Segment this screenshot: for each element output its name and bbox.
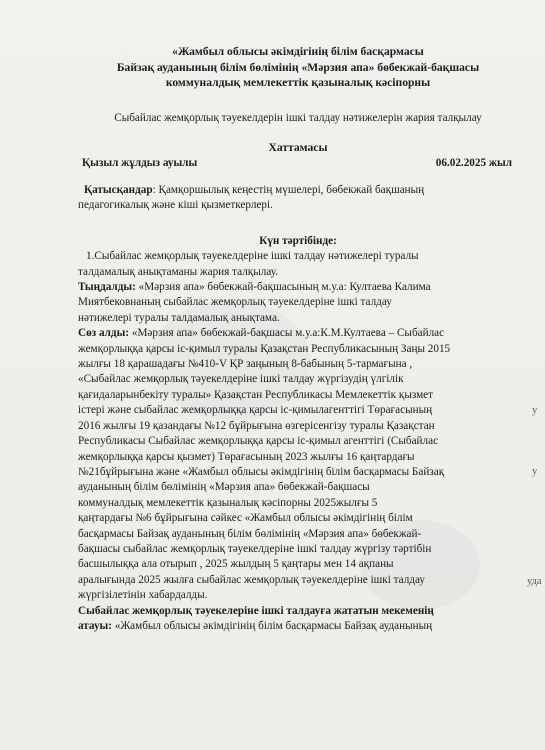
listened-line-3: нәтижелері туралы талдамалық анықтама. xyxy=(78,311,280,324)
edge-mark-3: уда xyxy=(527,576,542,587)
listened-label: Тыңдалды: xyxy=(78,281,136,294)
edge-mark-1: у xyxy=(532,405,538,416)
participants-text-1: : Қамқоршылық кеңестің мүшелері, бөбекжай бақшаның xyxy=(152,184,425,196)
listened-text-1: «Мәрзия апа» бөбекжай-бақшасының м.у.а: Култаева Калима xyxy=(135,281,431,294)
participants-line-2: педагогикалық және кіші қызметкерлері. xyxy=(78,199,273,212)
speech-line-4: «Сыбайлас жемқорлық тәуекелдеріне ішкі талдау жүргізудің үлгілік xyxy=(78,373,404,386)
participants-line-1 xyxy=(78,183,518,198)
agenda-title: Күн тәртібінде: xyxy=(259,234,337,247)
place-date-row xyxy=(78,156,518,171)
speech-line-16: басшылыққа ала отырып , 2025 жылдың 5 қаңтары мен 14 ақпаны xyxy=(78,558,394,571)
date: 06.02.2025 жыл xyxy=(435,156,512,169)
document-body xyxy=(78,44,518,634)
speech-line-5: қағидаларынбекіту туралы» Қазақстан Республикасы Мемлекеттік қызмет xyxy=(78,388,434,401)
institution-text-2: «Жамбыл облысы әкімдігінің білім басқармасы Байзақ ауданының xyxy=(112,619,433,632)
header-line-3: коммуналдық мемлекеттік қазыналық кәсіпорны xyxy=(165,76,431,90)
speech-line-10: №21бұйрығына және «Жамбыл облысы әкімдігінің білім басқармасы Байзақ xyxy=(78,465,445,478)
speech-line-12: коммуналдық мемлекеттік қазыналық кәсіпорны 2025жылғы 5 xyxy=(78,496,378,509)
speech-line-15: бақшасы сыбайлас жемқорлық тәуекелдеріне ішкі талдау жүргізу тәртібін xyxy=(78,542,432,555)
participants-paragraph xyxy=(78,183,518,214)
speech-line-7: 2016 жылғы 19 қазандағы №12 бұйрығына өзгерісенгізу туралы Қазақстан xyxy=(78,419,435,432)
speech-line-8: Республикасы Сыбайлас жемқорлыққа қарсы іс-қимыл агенттігі (Сыбайлас xyxy=(78,435,439,448)
speech-line-9: жемқорлыққа қарсы қызмет) Төрағасының 2023 жылғы 16 қаңтардағы xyxy=(78,450,415,463)
listened-line-1 xyxy=(78,280,518,295)
speech-line-3: жылғы 18 қарашадағы №410-V ҚР заңының 8-бабының 5-тармағына , xyxy=(78,358,413,371)
topic-line: Сыбайлас жемқорлық тәуекелдерін ішкі талдау нәтижелерін жария талқылау xyxy=(114,111,482,124)
institution-label: атауы: xyxy=(78,619,113,632)
speech-line-13: қаңтардағы №6 бұйрығына сәйкес «Жамбыл облысы әкімдігінің білім xyxy=(78,512,413,525)
speech-line-18: жүргізілетінін хабардалды. xyxy=(78,589,208,602)
document-title: Хаттамасы xyxy=(268,141,328,155)
institution-line-1: Сыбайлас жемқорлық тәуекелеріне ішкі талдауға жататын мекеменің xyxy=(78,604,434,617)
agenda-item-1-line-2: талдамалық анықтаманы жария талқылау. xyxy=(78,265,278,278)
place: Қызыл жұлдыз ауылы xyxy=(82,156,198,169)
speech-line-11: ауданының білім бөлімінің «Мәрзия апа» бөбекжай-бақшасы xyxy=(78,481,370,494)
header-line-2: Байзақ ауданының білім бөлімінің «Мәрзия апа» бөбекжай-бақшасы xyxy=(116,60,480,74)
listened-line-2: Миятбековнаның сыбайлас жемқорлық тәуекелдеріне ішкі талдау xyxy=(78,296,392,309)
speech-line-1 xyxy=(78,326,518,341)
speech-line-2: жемқорлыққа қарсы іс-қимыл туралы Қазақстан Республикасының Заңы 2015 xyxy=(78,342,451,355)
participants-label: Қатысқандар xyxy=(84,184,153,196)
edge-mark-2: у xyxy=(532,466,538,477)
speech-line-6: істері және сыбайлас жемқорлыққа қарсы іс-қимылагенттігі Төрағасының xyxy=(78,404,433,417)
speech-label: Сөз алды: xyxy=(78,327,130,340)
institution-line-2 xyxy=(78,619,518,634)
speech-line-17: аралығында 2025 жылға сыбайлас жемқорлық тәуекелдеріне ішкі талдау xyxy=(78,573,425,586)
speech-line-14: басқармасы Байзақ ауданының білім бөлімінің «Мәрзия апа» бөбекжай- xyxy=(78,527,422,540)
speech-text-1: «Мәрзия апа» бөбекжай-бақшасы м.у.а:К.М.Култаева – Сыбайлас xyxy=(129,327,445,340)
header-line-1: «Жамбыл облысы әкімдігінің білім басқармасы xyxy=(172,45,424,58)
agenda-item-1-line-1: 1.Сыбайлас жемқорлық тәуекелдеріне ішкі талдау нәтижелері туралы xyxy=(86,250,419,263)
